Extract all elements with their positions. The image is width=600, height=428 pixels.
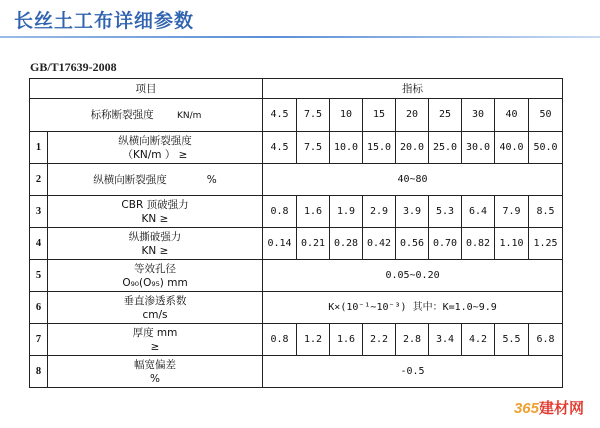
- strength-value: 40: [495, 99, 529, 132]
- strength-unit: KN/m: [176, 110, 202, 121]
- row-unit: cm/s: [142, 308, 168, 321]
- row-label-cell: [48, 132, 263, 164]
- row-label: 幅宽偏差: [134, 358, 176, 371]
- row-value: 2.8: [396, 324, 429, 356]
- row-value: 0.8: [263, 324, 297, 356]
- row-unit: KN ≥: [141, 244, 169, 257]
- title-underline: [0, 36, 600, 38]
- strength-value: 7.5: [297, 99, 330, 132]
- strength-value: 15: [363, 99, 396, 132]
- row-value: 6.8: [529, 324, 563, 356]
- row-value: 0.56: [396, 228, 429, 260]
- row-label-cell: [48, 196, 263, 228]
- row-unit: O₉₀(O₉₅) mm: [122, 276, 188, 289]
- row-value: 4.5: [263, 132, 297, 164]
- strength-label: 标称断裂强度: [90, 108, 154, 121]
- row-label: 垂直渗透系数: [123, 294, 187, 307]
- table-header-row: [30, 79, 563, 99]
- row-value: 2.2: [363, 324, 396, 356]
- strength-value: 4.5: [263, 99, 297, 132]
- row-value: 1.25: [529, 228, 563, 260]
- row-value: 4.2: [462, 324, 495, 356]
- row-merged-value: 40~80: [263, 164, 563, 196]
- row-label: 等效孔径: [134, 262, 176, 275]
- table-row: [30, 164, 563, 196]
- table-row: [30, 132, 563, 164]
- row-label-cell: [48, 292, 263, 324]
- row-label-cell: [48, 228, 263, 260]
- row-label-cell: [48, 260, 263, 292]
- header-item: 项目: [30, 79, 263, 99]
- table-row: [30, 228, 563, 260]
- row-label: 厚度 mm: [132, 326, 178, 339]
- row-number: 3: [30, 196, 48, 228]
- row-merged-value: 0.05~0.20: [263, 260, 563, 292]
- row-value: 0.42: [363, 228, 396, 260]
- row-label: 纵撕破强力: [128, 230, 182, 243]
- table-row: [30, 356, 563, 388]
- row-value: 5.5: [495, 324, 529, 356]
- row-value: 6.4: [462, 196, 495, 228]
- row-label-cell: [48, 324, 263, 356]
- strength-label-cell: [30, 99, 263, 132]
- row-number: 7: [30, 324, 48, 356]
- site-watermark: [514, 397, 584, 418]
- row-value: 1.2: [297, 324, 330, 356]
- row-label-cell: [48, 164, 263, 196]
- row-value: 7.9: [495, 196, 529, 228]
- row-value: 10.0: [330, 132, 363, 164]
- table-row: [30, 324, 563, 356]
- row-value: 5.3: [429, 196, 462, 228]
- table-row: [30, 260, 563, 292]
- standard-code: GB/T17639-2008: [30, 60, 117, 74]
- row-value: 7.5: [297, 132, 330, 164]
- strength-value: 10: [330, 99, 363, 132]
- strength-value: 25: [429, 99, 462, 132]
- row-number: 4: [30, 228, 48, 260]
- row-label-cell: [48, 356, 263, 388]
- row-value: 50.0: [529, 132, 563, 164]
- strength-value: 30: [462, 99, 495, 132]
- row-unit: %: [150, 372, 160, 385]
- row-label: 纵横向断裂强度: [118, 134, 192, 147]
- header-spec: 指标: [263, 79, 563, 99]
- strength-value: 20: [396, 99, 429, 132]
- row-value: 3.9: [396, 196, 429, 228]
- row-unit: %: [206, 173, 217, 186]
- row-unit: （KN/m ） ≥: [122, 148, 188, 161]
- row-value: 1.6: [330, 324, 363, 356]
- row-value: 1.9: [330, 196, 363, 228]
- row-value: 15.0: [363, 132, 396, 164]
- page-title: 长丝土工布详细参数: [14, 10, 195, 32]
- table-row: [30, 292, 563, 324]
- row-value: 0.14: [263, 228, 297, 260]
- row-number: 2: [30, 164, 48, 196]
- strength-value: 50: [529, 99, 563, 132]
- row-value: 3.4: [429, 324, 462, 356]
- row-value: 0.28: [330, 228, 363, 260]
- row-value: 30.0: [462, 132, 495, 164]
- row-value: 25.0: [429, 132, 462, 164]
- row-number: 8: [30, 356, 48, 388]
- row-number: 6: [30, 292, 48, 324]
- row-value: 1.10: [495, 228, 529, 260]
- row-unit: KN ≥: [141, 212, 169, 225]
- row-value: 1.6: [297, 196, 330, 228]
- row-value: 20.0: [396, 132, 429, 164]
- strength-row: [30, 99, 563, 132]
- row-unit: ≥: [150, 340, 160, 353]
- table-row: [30, 196, 563, 228]
- row-merged-value: K×(10⁻¹~10⁻³) 其中：K=1.0~9.9: [263, 292, 563, 324]
- watermark-text: 建材网: [538, 400, 584, 417]
- row-value: 0.21: [297, 228, 330, 260]
- row-value: 0.82: [462, 228, 495, 260]
- row-number: 1: [30, 132, 48, 164]
- watermark-number: 365: [513, 400, 539, 417]
- row-value: 2.9: [363, 196, 396, 228]
- row-value: 0.8: [263, 196, 297, 228]
- row-merged-value: -0.5: [263, 356, 563, 388]
- spec-table: [29, 78, 563, 388]
- row-number: 5: [30, 260, 48, 292]
- row-label: CBR 顶破强力: [121, 198, 189, 211]
- row-value: 0.70: [429, 228, 462, 260]
- row-label: 纵横向断裂强度: [93, 173, 167, 186]
- row-value: 40.0: [495, 132, 529, 164]
- row-value: 8.5: [529, 196, 563, 228]
